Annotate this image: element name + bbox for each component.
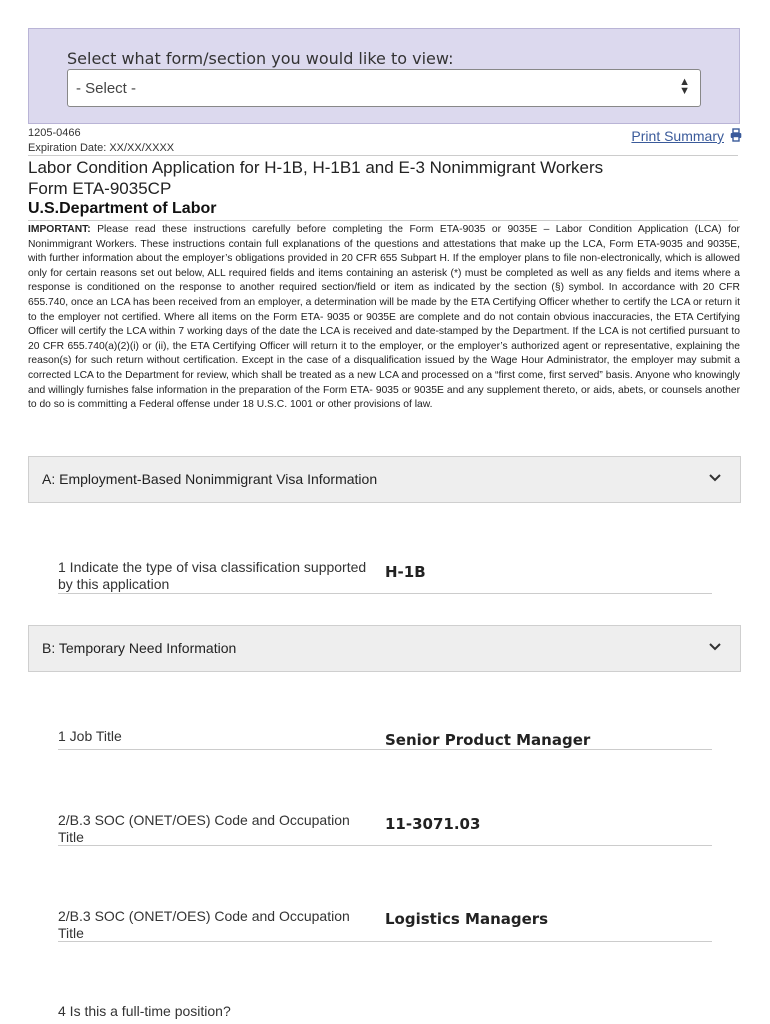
soc-code-value: 11-3071.03 [385,815,481,833]
chevron-down-icon [708,473,722,483]
selector-label: Select what form/section you would like to view: [67,49,454,68]
form-section-select[interactable] [67,69,701,107]
soc-code-label: 2/B.3 SOC (ONET/OES) Code and Occupation Title [58,812,350,845]
job-title-value: Senior Product Manager [385,731,591,749]
select-current-value: - Select - [76,80,137,97]
department-name: U.S.Department of Labor [28,200,217,217]
field-divider [58,845,712,846]
section-b-header[interactable] [28,625,741,672]
important-lead: IMPORTANT: [28,224,91,235]
expiration-date: Expiration Date: XX/XX/XXXX [28,142,175,154]
full-time-position-label: 4 Is this a full-time position? [58,1003,231,1019]
job-title-label: 1 Job Title [58,728,122,744]
section-b-title: B: Temporary Need Information [42,640,237,656]
print-summary-link[interactable]: Print Summary [631,128,724,144]
visa-classification-value: H-1B [385,563,426,581]
field-divider [58,749,712,750]
field-divider [58,941,712,942]
form-number: Form ETA-9035CP [28,179,172,198]
select-arrows-icon: ▲ ▼ [679,76,690,97]
title-divider [28,220,738,221]
occupation-title-value: Logistics Managers [385,910,549,928]
form-title: Labor Condition Application for H-1B, H-1B1 and E-3 Nonimmigrant Workers [28,158,604,177]
important-instructions [28,223,740,413]
visa-classification-label: 1 Indicate the type of visa classification supported by this application [58,559,367,592]
printer-icon[interactable] [730,128,742,142]
header-divider [28,155,738,156]
omb-number: 1205-0466 [28,127,81,139]
form-section-selector-panel [28,28,740,124]
important-text: Please read these instructions carefully before completing the Form ETA-9035 or 9035E – Labor Condition Application (LCA) for Nonimmigrant Workers. These instructions contain full explanations of the questions and attestations that make up the LCA, Form ETA-9035 and 9035E, with further information about the employer’s obligations provided in 20 CFR 655 Subpart H. If the employer plans to file non-electronically, which is allowed only for certain reasons set out below, ALL required fields and items containing an asterisk (*) must be completed as well as any fields and items where a response is conditioned on the response to another required section/field or item as indicated by the section (§) symbol. In accordance with 20 CFR 655.740, once an LCA has been received from an employer, a determination will be made by the ETA Certifying Officer whether to certify the LCA or return it to the employer not certified. Where all items on the Form ETA- 9035 or 9035E are complete and do not contain obvious inaccuracies, the ETA Certifying Officer will certify the LCA within 7 working days of the date the LCA is received and date-stamped by the Department. If the LCA is not certified pursuant to 20 CFR 655.740(a)(2)(i) or (ii), the ETA Certifying Officer will return it to the employer, or the employer’s authorized agent or representative, explaining the reason(s) for such return without certification. Except in the case of a disqualification issued by the Wage Hour Administrator, the employer may submit a corrected LCA to the Department for review, which shall be treated as a new LCA and processed on a “first come, first served” basis. Anyone who knowingly and willingly furnishes false information in the preparation of the Form ETA- 9035 or 9035E and any supplement thereto, or aids, abets, or counsels another to do so is committing a Federal offense under 18 U.S.C. 1001 or other provisions of law. [28,224,740,411]
field-divider [58,593,712,594]
chevron-down-icon [708,642,722,652]
section-a-header[interactable] [28,456,741,503]
section-a-title: A: Employment-Based Nonimmigrant Visa Information [42,471,378,487]
occupation-title-label: 2/B.3 SOC (ONET/OES) Code and Occupation Title [58,908,350,941]
